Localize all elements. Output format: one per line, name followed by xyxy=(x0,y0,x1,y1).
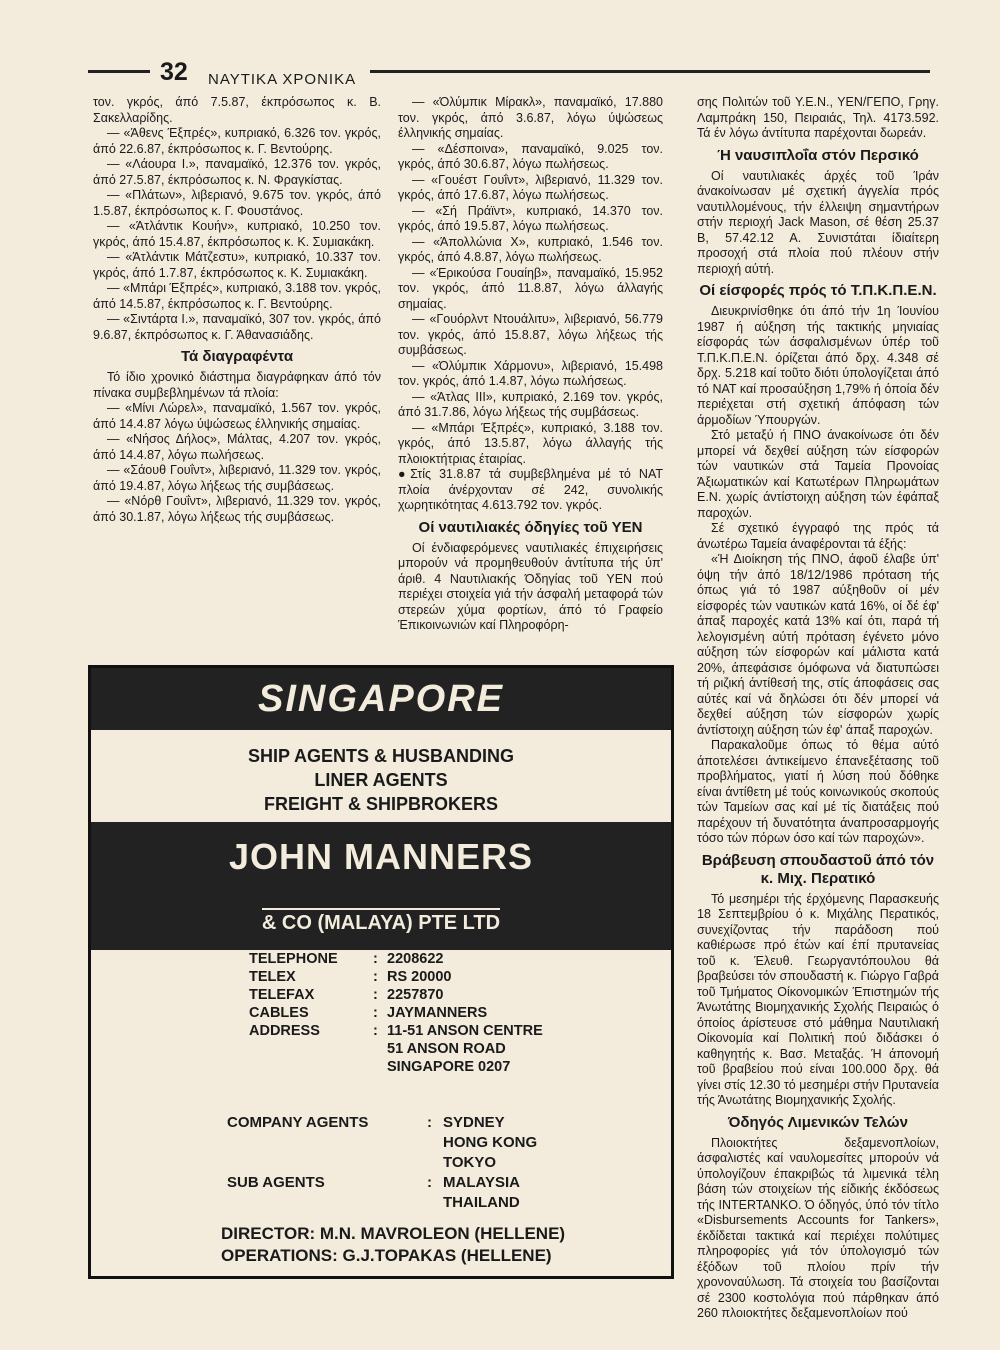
contact-sep: : xyxy=(373,1005,378,1021)
agent-value: SYDNEY xyxy=(443,1114,505,1131)
ad-director: DIRECTOR: M.N. MAVROLEON (HELLENE) xyxy=(221,1224,566,1243)
paragraph: «Ή Διοίκηση τής ΠΝΟ, άφοῦ έλαβε ύπ' όψη τήν άπό 18/12/1986 πρόταση τής όπως γιά τό 1987 αύξηθοῦν οί μέν είσφορές τών ναυτικών κατά 16%, οί δέ έφ' άπαξ παροχές κατά 13% καί ότι, παρά τή λελογισμένη αύτή πρόταση έγένετο μόνο αύξηση τών είσφορών καί μάλιστα κατά 20%, άπεφάσισε όμόφωνα νά διατυπώσει τή ριζική άντίθεσή της, στίς άποφάσεις σας αύτές καί νά δηλώσει ότι δέν μπορεί νά δεχθεί αύξηση τών είσφορών χωρίς άντίστοιχη αύξηση τών έφ' άπαξ παροχών. xyxy=(697,552,939,737)
paragraph: — «Άτλάντικ Μάτζεστυ», κυπριακό, 10.337 τον. γκρός, άπό 1.7.87, έκπρόσωπος κ. Κ. Συμιακάκη. xyxy=(93,250,381,280)
contact-value: SINGAPORE 0207 xyxy=(387,1059,511,1075)
paragraph: — «Γουέστ Γουΐντ», λιβεριανό, 11.329 τον. γκρός, άπό 17.6.87, λόγω πωλήσεως. xyxy=(398,172,663,202)
contact-value: JAYMANNERS xyxy=(387,1005,488,1021)
column-3 xyxy=(697,95,939,1322)
header-rule-right xyxy=(370,70,930,73)
contact-value: 2257870 xyxy=(387,987,444,1003)
ad-operations: OPERATIONS: G.J.TOPAKAS (HELLENE) xyxy=(221,1246,552,1265)
agent-row xyxy=(227,1193,537,1213)
ad-service-line: FREIGHT & SHIPBROKERS xyxy=(263,794,499,814)
paragraph: Στό μεταξύ ή ΠΝΟ άνακοίνωσε ότι δέν μπορεί νά δεχθεί αύξηση τών είσφορών τών ναυτικών στά Ταμεία Προνοίας Άξιωματικών καί Κατωτέρων Πληρωμάτων Ε.Ν. χωρίς άντίστοιχη αύξηση τών έφάπαξ παροχών. xyxy=(697,428,939,520)
section-heading: Τά διαγραφέντα xyxy=(180,348,294,365)
contact-row xyxy=(249,950,543,968)
paragraph: — «Έρικούσα Γουαίηβ», παναμαϊκό, 15.952 τον. γκρός, άπό 11.8.87, λόγω άλλαγής σημαίας. xyxy=(398,265,663,311)
paragraph: σης Πολιτών τοῦ Υ.Ε.Ν., ΥΕΝ/ΓΕΠΟ, Γρηγ. Λαμπράκη 150, Πειραιάς, Τηλ. 4173.592. Τά έν λόγω άντίτυπα παρέχονται δωρεάν. xyxy=(697,95,939,140)
paragraph: — «Σιντάρτα Ι.», παναμαϊκό, 307 τον. γκρός, άπό 9.6.87, έκπρόσωπος κ. Γ. Άθανασιάδης. xyxy=(93,312,381,342)
paragraph: Τό ίδιο χρονικό διάστημα διαγράφηκαν άπό τόν πίνακα συμβεβλημένων τά πλοία: xyxy=(93,370,381,400)
agent-row xyxy=(227,1173,537,1193)
paragraph: τον. γκρός, άπό 7.5.87, έκπρόσωπος κ. Β. Σακελλαρίδης. xyxy=(93,95,381,125)
paragraph: — «Όλύμπικ Χάρμονυ», λιβεριανό, 15.498 τον. γκρός, άπό 1.4.87, λόγω πωλήσεως. xyxy=(398,358,663,388)
header-rule-left xyxy=(88,70,150,73)
agent-sep xyxy=(427,1193,443,1213)
contact-row xyxy=(249,1058,543,1076)
contact-label: TELEX xyxy=(249,969,296,985)
agent-value: HONG KONG xyxy=(443,1134,538,1151)
paragraph: — «Άπολλώνια Χ», κυπριακό, 1.546 τον. γκρός, άπό 4.8.87, λόγω πωλήσεως. xyxy=(398,234,663,264)
paragraph: — «Μπάρι Έξπρές», κυπριακό, 3.188 τον. γκρός, άπό 13.5.87, λόγω άλλαγής τής πλοιοκτήτριας έταιρίας. xyxy=(398,420,663,466)
paragraph: Οί ένδιαφερόμενες ναυτιλιακές έπιχειρήσεις μπορούν νά προμηθευθούν άντίτυπα τής ύπ' άριθ. 4 Ναυτιλιακής Όδηγίας τοῦ ΥΕΝ πού περιέχει στοιχεία γιά τήν άσφαλή μεταφορά τών στερεών χύμα φορτίων, άπό τό Γραφείο Έπικοινωνιών καί Πληροφόρη- xyxy=(398,540,663,632)
paragraph: — «Όλύμπικ Μίρακλ», παναμαϊκό, 17.880 τον. γκρός, άπό 3.6.87, λόγω ύψώσεως έλληνικής σημαίας. xyxy=(398,95,663,140)
paragraph: — «Μπάρι Έξπρές», κυπριακό, 3.188 τον. γκρός, άπό 14.5.87, έκπρόσωπος κ. Γ. Βεντούρης. xyxy=(93,281,381,311)
paragraph: — «Άτλάντικ Κουήν», κυπριακό, 10.250 τον. γκρός, άπό 15.4.87, έκπρόσωπος κ. Κ. Συμιακάκη. xyxy=(93,219,381,249)
agent-row xyxy=(227,1153,537,1173)
paragraph: Σέ σχετικό έγγραφό της πρός τά άνωτέρω Ταμεία άναφέρονται τά έξής: xyxy=(697,521,939,551)
agent-sep: : xyxy=(427,1174,432,1191)
contact-row xyxy=(249,1004,543,1022)
contact-value: 51 ANSON ROAD xyxy=(387,1041,506,1057)
paragraph: — «Δέσποινα», παναμαϊκό, 9.025 τον. γκρός, άπό 30.6.87, λόγω πωλήσεως. xyxy=(398,141,663,171)
agent-value: MALAYSIA xyxy=(443,1174,520,1191)
section-heading: Ή ναυσιπλοΐα στόν Περσικό xyxy=(717,146,919,164)
ad-service-line: LINER AGENTS xyxy=(314,770,448,790)
agent-label xyxy=(227,1133,427,1153)
paragraph: Πλοιοκτήτες δεξαμενοπλοίων, άσφαλιστές καί ναυλομεσίτες μπορούν νά ύπολογίζουν έπακριβώς τά λιμενικά τέλη βάση τών στοιχείων τής είδικής έκδόσεως τής INTERTANKO. Ό όδηγός, ύπό τόν τίτλο «Disbursements Accounts for Tankers», έκδίδεται τακτικά καί περιέχει πολύτιμες πληροφορίες γιά τόν ύπολογισμό τών έξόδων τοῦ πλοίου πρίν τήν χρονοναύλωση. Τά στοιχεία του βασίζονται σέ 2300 κοστολόγια πού πάρθηκαν άπό 260 πλοιοκτήτες δεξαμενοπλοίων πού xyxy=(697,1135,939,1320)
ad-company-sub-text: & CO (MALAYA) PTE LTD xyxy=(262,908,500,935)
contact-sep: : xyxy=(373,987,378,1003)
contact-sep: : xyxy=(373,1023,378,1039)
agent-row xyxy=(227,1133,537,1153)
paragraph: — «Νήσος Δήλος», Μάλτας, 4.207 τον. γκρός, άπό 14.4.87, λόγω πωλήσεως. xyxy=(93,432,381,462)
paragraph: — «Άθενς Έξπρές», κυπριακό, 6.326 τον. γκρός, άπό 22.6.87, έκπρόσωπος κ. Γ. Βεντούρης. xyxy=(93,126,381,156)
agent-label: SUB AGENTS xyxy=(227,1174,325,1191)
paragraph: Παρακαλοῦμε όπως τό θέμα αύτό άποτελέσει άντικείμενο έπανεξέτασης τοῦ προβλήματος, γιατί ή λύση πού δόθηκε είναι άντίθετη μέ τούς κοινωνικούς σκοπούς τών Ταμείων σας καί μέ τίς διατάξεις πού παρέχουν τή δυνατότητα άναπροσαρμογής τόσο τών πόρων όσο καί τών παροχών». xyxy=(697,738,939,845)
advertisement xyxy=(88,665,674,1279)
contact-label: ADDRESS xyxy=(249,1023,320,1039)
contact-label: TELEFAX xyxy=(249,987,315,1003)
paragraph: — «Σάουθ Γουΐντ», λιβεριανό, 11.329 τον. γκρός, άπό 19.4.87, λόγω λήξεως τής συμβάσεως. xyxy=(93,463,381,493)
contact-row xyxy=(249,1022,543,1040)
ad-service-line: SHIP AGENTS & HUSBANDING xyxy=(247,746,515,766)
agent-value: TOKYO xyxy=(443,1154,497,1171)
contact-sep xyxy=(373,1040,387,1058)
paragraph: Οί ναυτιλιακές άρχές τοῦ Ίράν άνακοίνωσαν μέ σχετική άγγελία πρός ναυτιλλομένους, τήν έλλειψη σημαντήρων στήν περιοχή Jack Mason, σέ θέση 25.37 Β, 57.42.12 Α. Συνιστάται ίδιαίτερη προσοχή στά πλοία πού πλέουν στήν περιοχή αύτή. xyxy=(697,168,939,276)
paragraph: — «Νόρθ Γουΐντ», λιβεριανό, 11.329 τον. γκρός, άπό 30.1.87, λόγω λήξεως τής συμβάσεως. xyxy=(93,494,381,524)
ad-directors xyxy=(221,1223,565,1267)
bullet-paragraph: ● Στίς 31.8.87 τά συμβεβλημένα μέ τό ΝΑΤ πλοία άνέρχονταν σέ 242, συνολικής χωρητικότητας 4.613.792 τον. γκρός. xyxy=(398,467,663,514)
agent-label xyxy=(227,1193,427,1213)
contact-label xyxy=(249,1058,373,1076)
agent-sep xyxy=(427,1153,443,1173)
section-heading: Βράβευση σπουδαστοῦ άπό τόν κ. Μιχ. Περατικό xyxy=(701,851,935,887)
contact-label xyxy=(249,1040,373,1058)
page-number: 32 xyxy=(160,58,188,86)
agent-sep: : xyxy=(427,1114,432,1131)
ad-agents-block xyxy=(227,1113,537,1213)
paragraph: Διευκρινίσθηκε ότι άπό τήν 1η Ίουνίου 1987 ή αύξηση τής τακτικής μηνιαίας είσφοράς τών άσφαλισμένων ύπέρ τοῦ Τ.Π.Κ.Π.Ε.Ν. όρίζεται άπό δρχ. 4.348 σέ δρχ. 5.218 καί τοῦτο διότι ύπολογίζεται άπό τό ΝΑΤ καί προσαύξηση 1,79% ή όποία δέν περιέχεται στή σχετική άπόφαση τών άρμοδίων Ύπουργών. xyxy=(697,304,939,427)
section-heading: Οί ναυτιλιακές όδηγίες τοῦ ΥΕΝ xyxy=(418,518,643,536)
contact-row xyxy=(249,968,543,986)
agent-row xyxy=(227,1113,537,1133)
contact-value: 2208622 xyxy=(387,951,444,967)
paragraph: — «Γουόρλντ Ντουάλιτυ», λιβεριανό, 56.779 τον. γκρός, άπό 15.8.87, λόγω λήξεως τής συμβάσεως. xyxy=(398,312,663,357)
paragraph: — «Άτλας ΙΙΙ», κυπριακό, 2.169 τον. γκρός, άπό 31.7.86, λόγω λήξεως τής συμβάσεως. xyxy=(398,389,663,419)
contact-sep: : xyxy=(373,969,378,985)
ad-company-name: JOHN MANNERS xyxy=(91,822,671,892)
paragraph: Τό μεσημέρι τής έρχόμενης Παρασκευής 18 Σεπτεμβρίου ό κ. Μιχάλης Περατικός, συνεχίζοντας τήν παράδοση πού καθιέρωσε πρό έτών καί έπί πρυτανείας τοῦ κ. Έλευθ. Γεωργαντόπουλου θά βραβεύσει τόν σπουδαστή κ. Γιώργο Γαβρά τοῦ Τμήματος Οίκονομικών Έπιστημών τής Άνωτάτης Βιομηχανικής Σχολής Πειραιώς ό όποίος άρίστευσε στό μάθημα Ναυτιλιακή Οίκονομία καί Πολιτική πού διδάσκει ό καθηγητής κ. Βασ. Μεταξάς. Ή άπονομή τοῦ βραβείου πού είναι 100.000 δρχ. θά γίνει στίς 12.30 τό μεσημέρι στήν Πρυτανεία τής Άνωτάτης Βιομηχανικής Σχολής. xyxy=(697,891,939,1107)
paragraph: — «Σή Πράϊντ», κυπριακό, 14.370 τον. γκρός, άπό 19.5.87, λόγω πωλήσεως. xyxy=(398,203,663,233)
ad-company-sub xyxy=(91,892,671,950)
publication-title: ΝΑΥΤΙΚΑ ΧΡΟΝΙΚΑ xyxy=(208,71,357,88)
contact-label: TELEPHONE xyxy=(249,951,338,967)
agent-label xyxy=(227,1153,427,1173)
ad-headline: SINGAPORE xyxy=(91,668,671,730)
section-heading: Όδηγός Λιμενικών Τελών xyxy=(728,1113,908,1131)
paragraph: — «Λάουρα Ι.», παναμαϊκό, 12.376 τον. γκρός, άπό 27.5.87, έκπρόσωπος κ. Ν. Φραγκίστας. xyxy=(93,157,381,187)
contact-row xyxy=(249,986,543,1004)
paragraph: — «Πλάτων», λιβεριανό, 9.675 τον. γκρός, άπό 1.5.87, έκπρόσωπος κ. Γ. Φουστάνος. xyxy=(93,188,381,218)
ad-services xyxy=(91,744,671,816)
section-heading: Οί είσφορές πρός τό Τ.Π.Κ.Π.Ε.Ν. xyxy=(699,282,937,299)
agent-sep xyxy=(427,1133,443,1153)
contact-row xyxy=(249,1040,543,1058)
contact-sep: : xyxy=(373,951,378,967)
column-1 xyxy=(93,95,381,525)
agent-value: THAILAND xyxy=(443,1194,520,1211)
ad-contact-block xyxy=(249,950,543,1076)
agent-label: COMPANY AGENTS xyxy=(227,1114,369,1131)
column-2 xyxy=(398,95,663,634)
contact-label: CABLES xyxy=(249,1005,309,1021)
contact-value: RS 20000 xyxy=(387,969,452,985)
contact-sep xyxy=(373,1058,387,1076)
paragraph: — «Μίνι Λώρελ», παναμαϊκό, 1.567 τον. γκρός, άπό 14.4.87 λόγω ύψώσεως έλληνικής σημαίας. xyxy=(93,401,381,431)
contact-value: 11-51 ANSON CENTRE xyxy=(387,1023,543,1039)
